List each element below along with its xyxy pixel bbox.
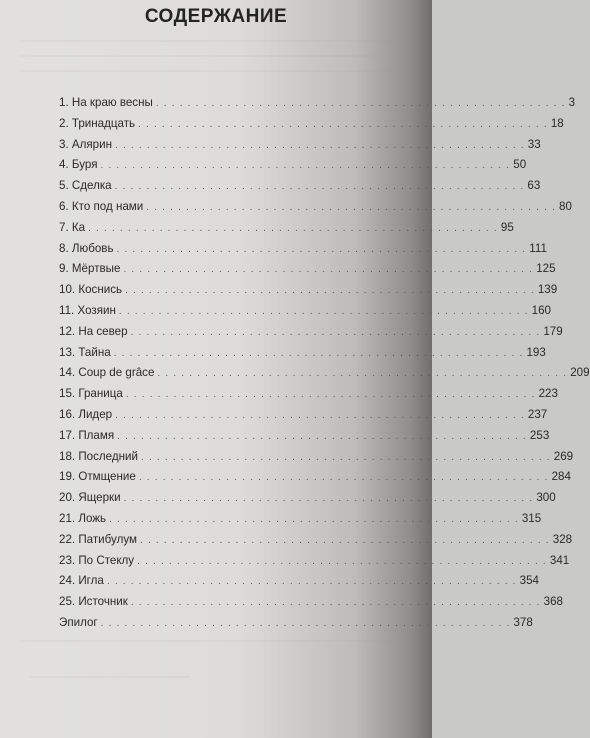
- dot-leader: . . . . . . . . . . . . . . . . . . . . . . . . . . . . . . . . . . . . . . . . . . . . . . . . . . . .: [146, 201, 557, 213]
- toc-entry: [59, 447, 574, 468]
- dot-leader: . . . . . . . . . . . . . . . . . . . . . . . . . . . . . . . . . . . . . . . . . . . . . . . . . . . .: [130, 597, 541, 609]
- toc-entry: [59, 135, 541, 156]
- toc-entry: [59, 426, 550, 447]
- toc-entry-page-number: 378: [513, 615, 533, 629]
- toc-entry-title: 18. Последний: [59, 449, 138, 463]
- toc-entry: [59, 280, 558, 301]
- toc-entry-title: 14. Coup de grâce: [59, 366, 155, 380]
- toc-entry: [59, 613, 533, 634]
- show-through-line: [20, 70, 410, 72]
- toc-entry-page-number: 33: [527, 137, 541, 151]
- toc-entry: [59, 176, 541, 197]
- dot-leader: . . . . . . . . . . . . . . . . . . . . . . . . . . . . . . . . . . . . . . . . . . . . . . . . . . . .: [118, 305, 529, 317]
- toc-entry-title: 17. Пламя: [59, 428, 115, 442]
- toc-entry: [59, 259, 556, 280]
- toc-entry-title: 21. Ложь: [59, 511, 107, 525]
- toc-entry-page-number: 50: [513, 158, 527, 172]
- toc-entry: [59, 571, 539, 592]
- toc-entry: [59, 114, 564, 135]
- toc-entry-page-number: 284: [551, 470, 571, 484]
- toc-entry-page-number: 269: [553, 449, 574, 463]
- dot-leader: . . . . . . . . . . . . . . . . . . . . . . . . . . . . . . . . . . . . . . . . . . . . . . . . . . . .: [116, 243, 527, 255]
- toc-entry-page-number: 179: [543, 324, 563, 338]
- toc-entry-page-number: 209: [570, 366, 590, 380]
- toc-entry-title: 16. Лидер: [59, 407, 113, 421]
- toc-entry-title: 19. Отмщение: [59, 470, 136, 484]
- toc-entry-title: 24. Игла: [59, 574, 104, 588]
- toc-entry-title: 5. Сделка: [59, 179, 112, 193]
- toc-entry-title: 11. Хозяин: [59, 303, 116, 317]
- toc-entry: [59, 592, 563, 613]
- toc-entry-page-number: 354: [519, 574, 539, 588]
- dot-leader: . . . . . . . . . . . . . . . . . . . . . . . . . . . . . . . . . . . . . . . . . . . . . . . . . . . .: [100, 617, 511, 629]
- toc-entry-page-number: 237: [527, 407, 548, 421]
- toc-entry: [59, 239, 547, 260]
- toc-entry: [59, 343, 546, 364]
- dot-leader: . . . . . . . . . . . . . . . . . . . . . . . . . . . . . . . . . . . . . . . . . . . . . . . . . . . .: [109, 513, 519, 525]
- dot-leader: . . . . . . . . . . . . . . . . . . . . . . . . . . . . . . . . . . . . . . . . . . . . . . . . . . . .: [130, 326, 541, 338]
- dot-leader: . . . . . . . . . . . . . . . . . . . . . . . . . . . . . . . . . . . . . . . . . . . . . . . . . . . .: [139, 534, 550, 546]
- toc-entry-page-number: 368: [543, 595, 563, 609]
- toc-entry: [59, 322, 563, 343]
- toc-entry-page-number: 160: [531, 303, 551, 317]
- toc-entry-title: 25. Источник: [59, 595, 128, 609]
- show-through-line: [30, 676, 190, 678]
- dot-leader: . . . . . . . . . . . . . . . . . . . . . . . . . . . . . . . . . . . . . . . . . . . . . . . . . . . .: [115, 409, 525, 421]
- toc-entry: [59, 384, 558, 405]
- toc-entry-title: 4. Буря: [59, 158, 98, 172]
- page-title: СОДЕРЖАНИЕ: [144, 6, 288, 27]
- dot-leader: . . . . . . . . . . . . . . . . . . . . . . . . . . . . . . . . . . . . . . . . . . . . . . . . . . . .: [115, 139, 525, 151]
- toc-entry: [59, 551, 570, 572]
- toc-entry-page-number: 253: [529, 428, 550, 442]
- toc-entry-page-number: 3: [568, 96, 576, 109]
- toc-entry-page-number: 139: [537, 283, 558, 297]
- toc-entry-title: 1. На краю весны: [59, 96, 153, 109]
- show-through-line: [20, 640, 410, 642]
- dot-leader: . . . . . . . . . . . . . . . . . . . . . . . . . . . . . . . . . . . . . . . . . . . . . . . . . . . .: [100, 160, 511, 172]
- toc-entry-page-number: 328: [552, 532, 573, 546]
- toc-entry: [59, 363, 590, 384]
- toc-entry-title: 3. Алярин: [59, 137, 112, 151]
- toc-entry-title: 23. По Стеклу: [59, 553, 135, 567]
- dot-leader: . . . . . . . . . . . . . . . . . . . . . . . . . . . . . . . . . . . . . . . . . . . . . . . . . . . .: [137, 555, 547, 567]
- toc-entry-title: 20. Ящерки: [59, 491, 121, 505]
- toc-entry-page-number: 341: [549, 553, 570, 567]
- toc-entry-page-number: 300: [536, 491, 556, 505]
- toc-entry: [59, 93, 576, 114]
- dot-leader: . . . . . . . . . . . . . . . . . . . . . . . . . . . . . . . . . . . . . . . . . . . . . . . . . . . .: [125, 285, 535, 297]
- toc-entry: [59, 530, 573, 551]
- dot-leader: . . . . . . . . . . . . . . . . . . . . . . . . . . . . . . . . . . . . . . . . . . . . . . . . . . . .: [141, 451, 551, 463]
- show-through-line: [20, 55, 410, 57]
- toc-entry-title: 6. Кто под нами: [59, 199, 144, 213]
- toc-entry-page-number: 193: [526, 345, 546, 359]
- toc-entry: [59, 509, 542, 530]
- toc-entry: [59, 467, 571, 488]
- toc-entry-page-number: 125: [536, 262, 556, 276]
- toc-entry-title: 22. Патибулум: [59, 532, 137, 546]
- dot-leader: . . . . . . . . . . . . . . . . . . . . . . . . . . . . . . . . . . . . . . . . . . . . . . . . . . . .: [157, 368, 568, 380]
- toc-entry-page-number: 80: [559, 199, 572, 213]
- toc-entry-title: 9. Мёртвые: [59, 262, 121, 276]
- dot-leader: . . . . . . . . . . . . . . . . . . . . . . . . . . . . . . . . . . . . . . . . . . . . . . . . . . . .: [123, 493, 534, 505]
- toc-entry: [59, 155, 527, 176]
- table-of-contents: [59, 93, 590, 634]
- dot-leader: . . . . . . . . . . . . . . . . . . . . . . . . . . . . . . . . . . . . . . . . . . . . . . . . . . . .: [117, 430, 527, 442]
- dot-leader: . . . . . . . . . . . . . . . . . . . . . . . . . . . . . . . . . . . . . . . . . . . . . . . . . . . .: [155, 98, 566, 109]
- toc-entry-title: Эпилог: [59, 615, 98, 629]
- toc-entry: [59, 218, 514, 239]
- toc-entry-page-number: 111: [529, 241, 547, 255]
- toc-entry: [59, 405, 548, 426]
- toc-entry-title: 7. Ка: [59, 220, 86, 234]
- toc-entry-title: 2. Тринадцать: [59, 116, 136, 130]
- dot-leader: . . . . . . . . . . . . . . . . . . . . . . . . . . . . . . . . . . . . . . . . . . . . . . . . . . . .: [123, 264, 534, 276]
- toc-entry-title: 15. Граница: [59, 387, 123, 401]
- toc-entry-page-number: 95: [500, 220, 514, 234]
- toc-entry: [59, 301, 551, 322]
- show-through-line: [20, 40, 410, 42]
- dot-leader: . . . . . . . . . . . . . . . . . . . . . . . . . . . . . . . . . . . . . . . . . . . . . . . . . . . .: [138, 472, 549, 484]
- toc-entry-title: 13. Тайна: [59, 345, 111, 359]
- dot-leader: . . . . . . . . . . . . . . . . . . . . . . . . . . . . . . . . . . . . . . . . . . . . . . . . . . . .: [114, 181, 525, 193]
- dot-leader: . . . . . . . . . . . . . . . . . . . . . . . . . . . . . . . . . . . . . . . . . . . . . . . . . . . .: [113, 347, 524, 359]
- toc-entry-page-number: 223: [538, 387, 558, 401]
- toc-entry-title: 8. Любовь: [59, 241, 114, 255]
- dot-leader: . . . . . . . . . . . . . . . . . . . . . . . . . . . . . . . . . . . . . . . . . . . . . . . . . . . .: [88, 222, 498, 234]
- toc-entry-page-number: 315: [521, 511, 542, 525]
- toc-entry-title: 10. Коснись: [59, 283, 123, 297]
- dot-leader: . . . . . . . . . . . . . . . . . . . . . . . . . . . . . . . . . . . . . . . . . . . . . . . . . . . .: [138, 118, 548, 130]
- toc-entry-title: 12. На север: [59, 324, 128, 338]
- toc-entry: [59, 197, 572, 218]
- dot-leader: . . . . . . . . . . . . . . . . . . . . . . . . . . . . . . . . . . . . . . . . . . . . . . . . . . . .: [125, 389, 536, 401]
- toc-entry-page-number: 18: [550, 116, 564, 130]
- toc-entry: [59, 488, 556, 509]
- dot-leader: . . . . . . . . . . . . . . . . . . . . . . . . . . . . . . . . . . . . . . . . . . . . . . . . . . . .: [106, 576, 517, 588]
- toc-entry-page-number: 63: [527, 179, 541, 193]
